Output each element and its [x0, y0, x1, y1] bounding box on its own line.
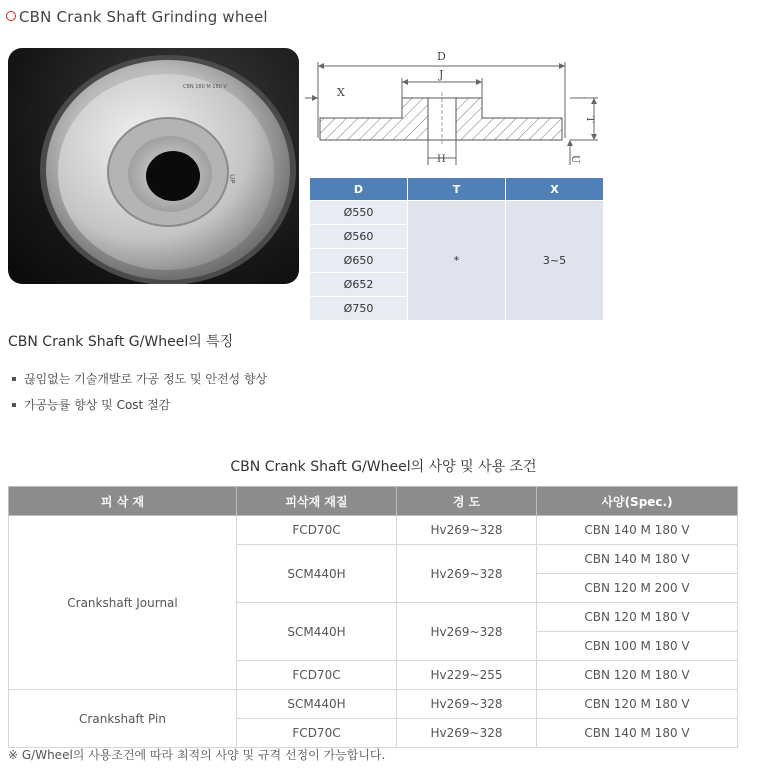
dimension-spec-table — [309, 177, 604, 321]
footnote: ※ G/Wheel의 사용조건에 따라 최적의 사양 및 규격 선정이 가능합니다. — [8, 748, 386, 762]
features-heading: CBN Crank Shaft G/Wheel의 특징 — [8, 334, 234, 350]
dimension-diagram — [300, 40, 610, 175]
material-cell: SCM440H — [237, 690, 397, 719]
feature-text: 가공능률 향상 및 Cost 절감 — [24, 398, 171, 412]
cond-header-hardness: 경 도 — [397, 487, 537, 516]
hardness-cell: Hv229~255 — [397, 661, 537, 690]
material-cell: FCD70C — [237, 661, 397, 690]
workpiece-cell: Crankshaft Pin — [9, 690, 237, 748]
label-t: T — [584, 116, 595, 123]
table-row — [9, 690, 738, 719]
spec-d-cell: Ø550 — [310, 201, 407, 224]
feature-text: 끊임없는 기술개발로 가공 정도 및 안전성 향상 — [24, 372, 268, 386]
workpiece-cell: Crankshaft Journal — [9, 516, 237, 690]
spec-cell: CBN 140 M 180 V — [537, 719, 738, 748]
cond-header-spec: 사양(Spec.) — [537, 487, 738, 516]
spec-d-cell: Ø560 — [310, 225, 407, 248]
spec-cell: CBN 140 M 180 V — [537, 516, 738, 545]
spec-header-d: D — [310, 178, 407, 200]
square-bullet-icon — [12, 377, 16, 381]
spec-cell: CBN 120 M 180 V — [537, 603, 738, 632]
list-item — [8, 368, 267, 394]
features-list — [8, 368, 267, 420]
spec-x-cell: 3~5 — [506, 201, 603, 320]
spec-d-cell: Ø750 — [310, 297, 407, 320]
spec-d-cell: Ø652 — [310, 273, 407, 296]
spec-cell: CBN 120 M 180 V — [537, 690, 738, 719]
hardness-cell: Hv269~328 — [397, 545, 537, 603]
material-cell: FCD70C — [237, 516, 397, 545]
hardness-cell: Hv269~328 — [397, 719, 537, 748]
product-photo — [8, 48, 299, 284]
page-title-text: CBN Crank Shaft Grinding wheel — [19, 8, 268, 26]
material-cell: SCM440H — [237, 603, 397, 661]
hardness-cell: Hv269~328 — [397, 516, 537, 545]
hardness-cell: Hv269~328 — [397, 690, 537, 719]
cond-header-workpiece: 피 삭 재 — [9, 487, 237, 516]
spec-header-t: T — [408, 178, 505, 200]
spec-cell: CBN 120 M 180 V — [537, 661, 738, 690]
label-x: X — [337, 86, 345, 99]
conditions-heading: CBN Crank Shaft G/Wheel의 사양 및 사용 조건 — [230, 459, 537, 475]
material-cell: SCM440H — [237, 545, 397, 603]
grinding-wheel-image — [8, 48, 299, 284]
cond-header-material: 피삭재 재질 — [237, 487, 397, 516]
wheel-up-mark: UP — [228, 174, 236, 184]
spec-header-x: X — [506, 178, 603, 200]
wheel-label-text: CBN 180 M 180 V — [183, 84, 227, 90]
conditions-table — [8, 486, 738, 748]
label-d: D — [437, 50, 446, 63]
spec-cell: CBN 120 M 200 V — [537, 574, 738, 603]
table-row — [9, 516, 738, 545]
circle-bullet-icon — [6, 11, 16, 21]
hardness-cell: Hv269~328 — [397, 603, 537, 661]
spec-cell: CBN 140 M 180 V — [537, 545, 738, 574]
label-u: U — [569, 155, 580, 164]
label-h: H — [437, 154, 446, 165]
spec-d-cell: Ø650 — [310, 249, 407, 272]
spec-cell: CBN 100 M 180 V — [537, 632, 738, 661]
spec-t-cell: * — [408, 201, 505, 320]
label-j: J — [439, 68, 444, 81]
list-item — [8, 394, 267, 420]
material-cell: FCD70C — [237, 719, 397, 748]
square-bullet-icon — [12, 403, 16, 407]
page-title — [6, 8, 268, 26]
